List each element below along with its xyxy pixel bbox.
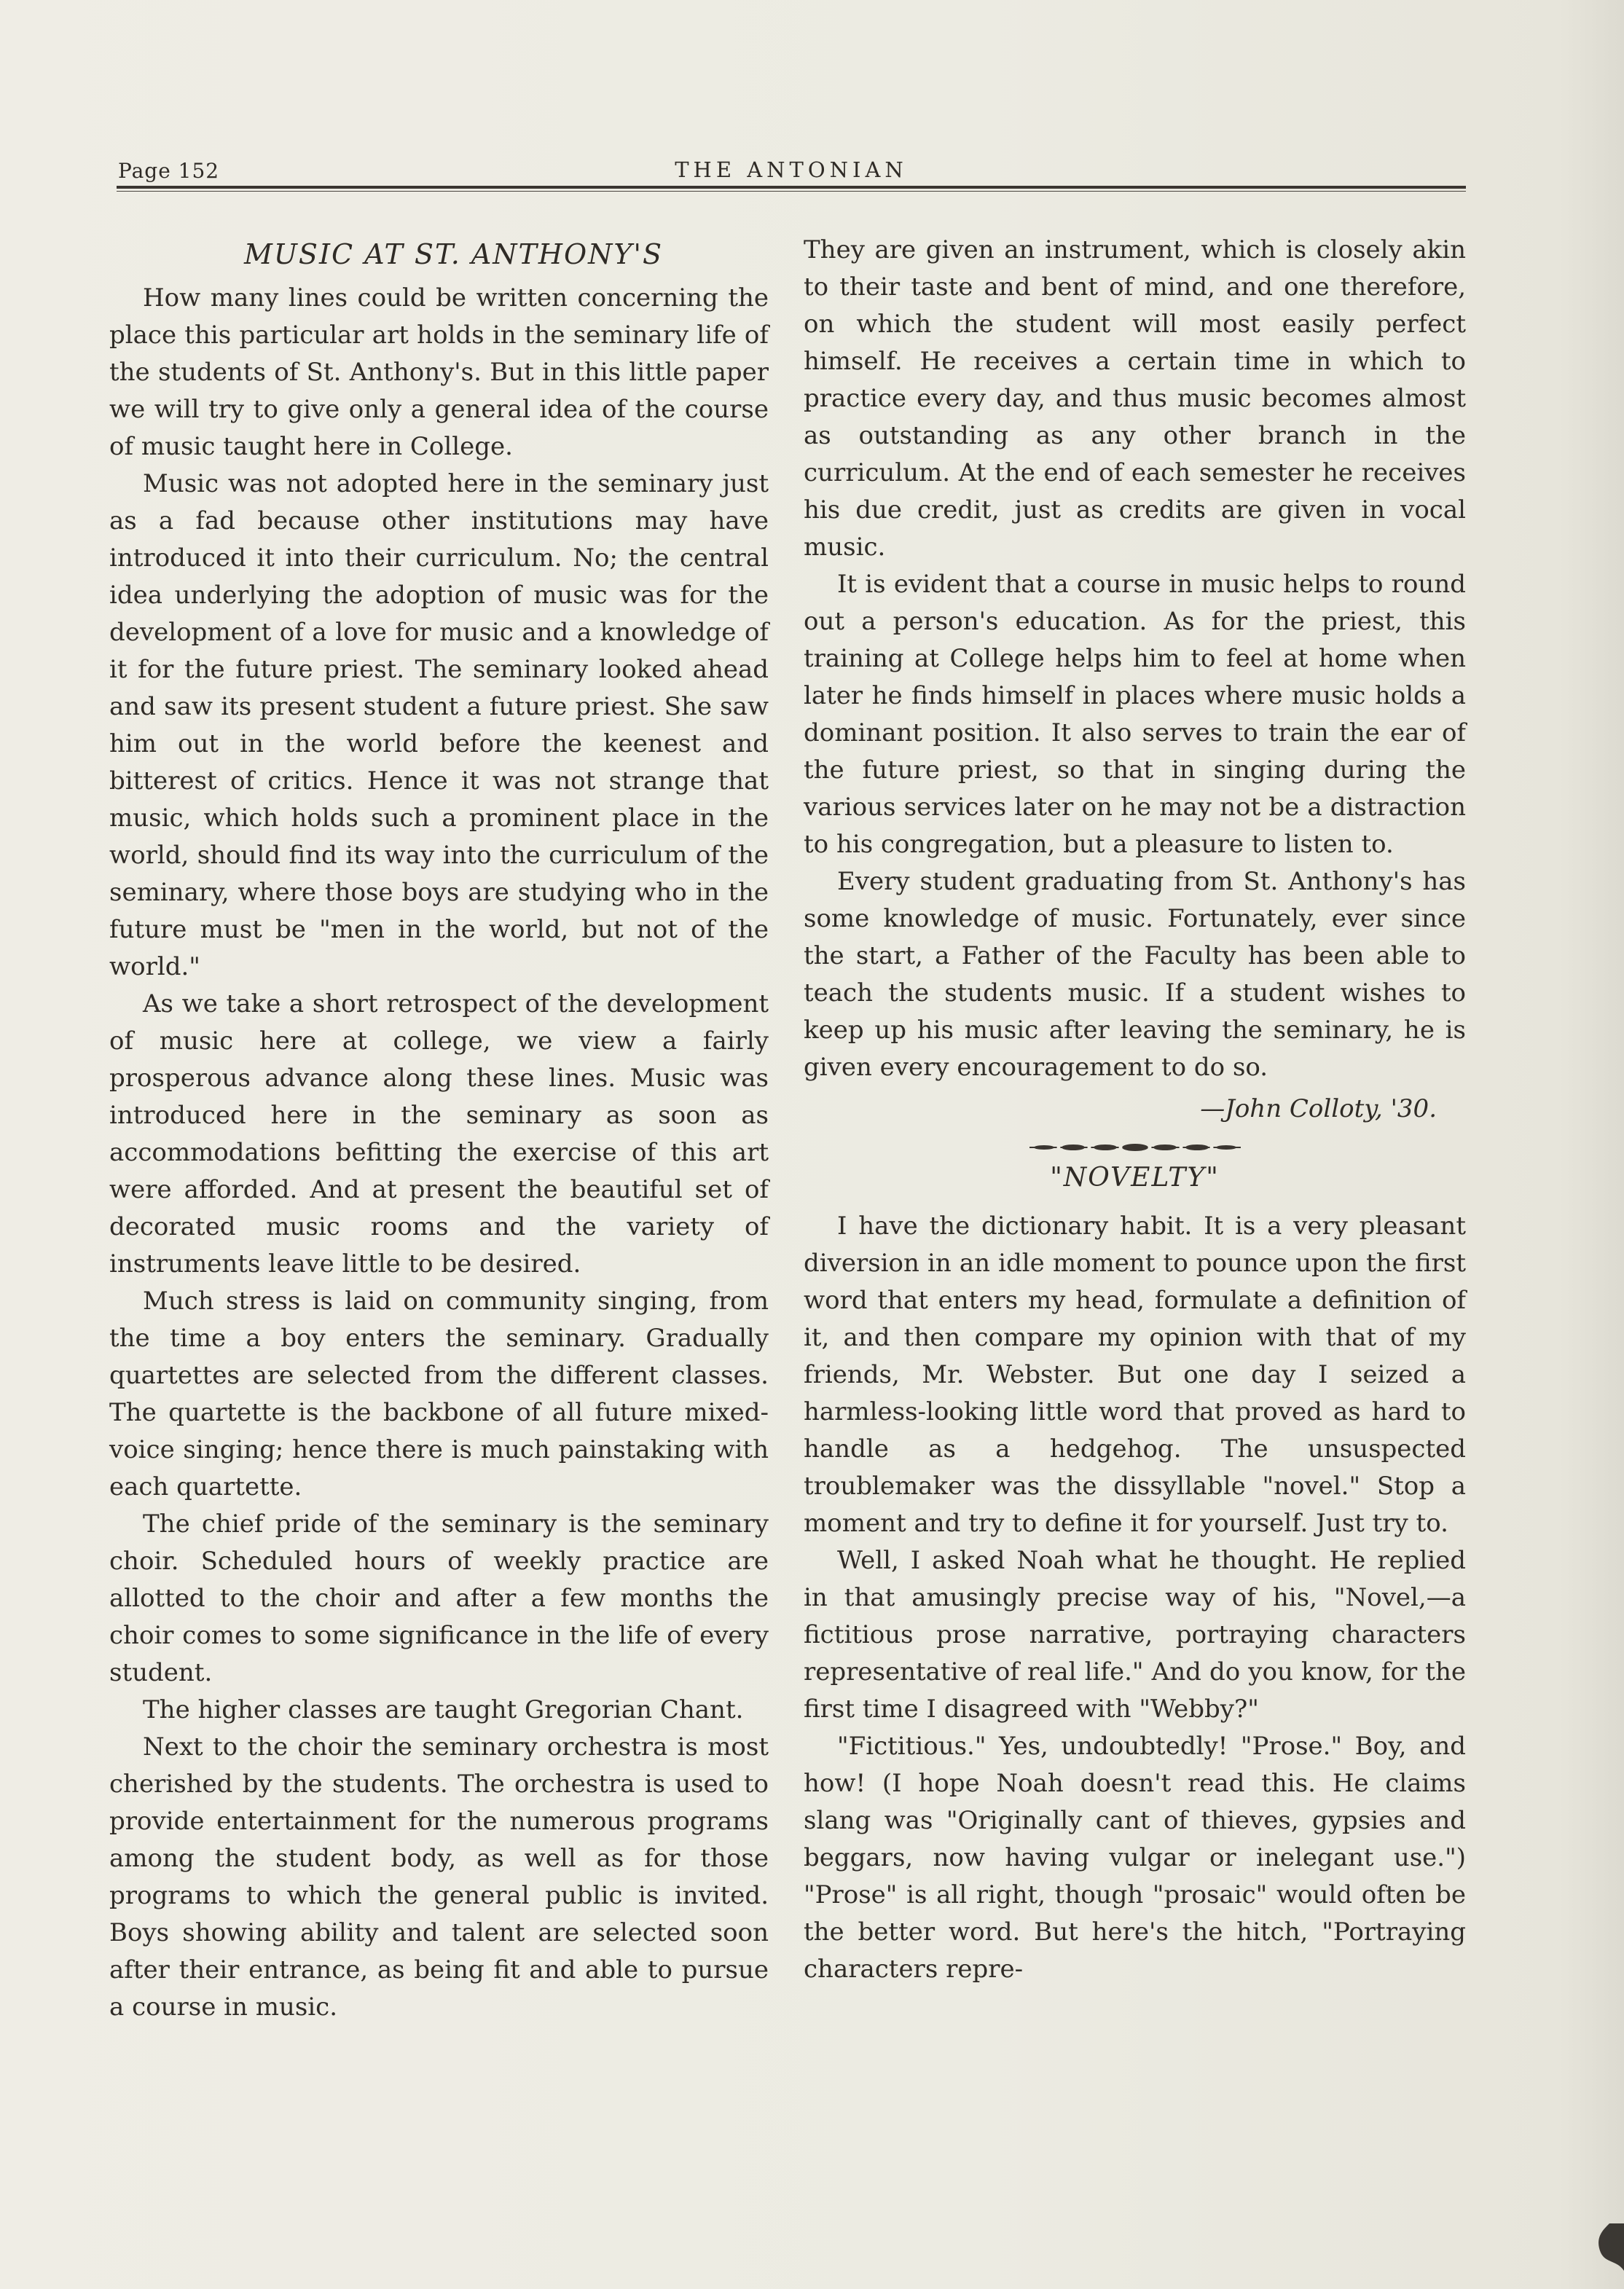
paragraph: Every student graduating from St. Anthony's has some knowledge of music. Fortunately, ever since the start, a Father of the Faculty has been able to teach the students music. If a student wishes to keep up his music after leaving the seminary, he is given every encouragement to do so. [804,867,1466,1082]
right-column [804,232,1466,1988]
paragraph: The higher classes are taught Gregorian Chant. [143,1695,744,1724]
journal-title: THE ANTONIAN [675,157,908,182]
article-title-music: MUSIC AT ST. ANTHONY'S [243,238,664,270]
paragraph: It is evident that a course in music helps to round out a person's education. As for the priest, this training at College helps him to feel at home when later he finds himself in places where music holds a dominant position. It also serves to train the ear of the future priest, so that in singing during the various services later on he may not be a distraction to his congregation, but a pleasure to listen to. [804,570,1466,859]
paragraph: Well, I asked Noah what he thought. He replied in that amusingly precise way of his, "Novel,—a fictitious prose narrative, portraying characters representative of real life." And do you know, for the first time I disagreed with "Webby?" [804,1546,1466,1724]
paragraph: As we take a short retrospect of the development of music here at college, we view a fairly prosperous advance along these lines. Music was introduced here in the seminary as soon as accommodations befitting the exercise of this art were afforded. And at present the beautiful set of decorated music rooms and the variety of instruments leave little to be desired. [109,989,769,1279]
header-rule [117,186,1466,189]
paragraph: Next to the choir the seminary orchestra is most cherished by the students. The orchestra is used to provide entertainment for the numerous programs among the student body, as well as for those programs to which the general public is invited. Boys showing ability and talent are selected soon after their entrance, as being fit and able to pursue a course in music. [109,1732,769,2022]
paragraph: The chief pride of the seminary is the seminary choir. Scheduled hours of weekly practice are allotted to the choir and after a few months the choir comes to some significance in the life of every student. [109,1509,769,1687]
paragraph: "Fictitious." Yes, undoubtedly! "Prose." Boy, and how! (I hope Noah doesn't read this. He claims slang was "Originally cant of thieves, gypsies and beggars, now having vulgar or inelegant use.") "Prose" is all right, though "prosaic" would often be the better word. But here's the hitch, "Portraying characters repre- [804,1732,1466,1984]
paragraph: I have the dictionary habit. It is a very pleasant diversion in an idle moment to pounce upon the first word that enters my head, formulate a definition of it, and then compare my opinion with that of my friends, Mr. Webster. But one day I seized a harmless-looking little word that proved as hard to handle as a hedgehog. The unsuspected troublemaker was the dissyllable "novel." Stop a moment and try to define it for yourself. Just try to. [804,1212,1466,1538]
article-title-novelty: "NOVELTY" [1050,1163,1220,1193]
header-rule-thin [117,191,1466,192]
page-number: Page 152 [118,159,220,183]
paragraph: How many lines could be written concerning the place this particular art holds in the seminary life of the students of St. Anthony's. But in this little paper we will try to give only a general idea of the course of music taught here in College. [109,283,769,461]
ornamental-divider-icon [1029,1142,1241,1153]
paragraph: Much stress is laid on community singing, from the time a boy enters the seminary. Gradually quartettes are selected from the different classes. The quartette is the backbone of all future mixed-voice singing; hence there is much painstaking with each quartette. [109,1287,769,1501]
paragraph-continued: They are given an instrument, which is closely akin to their taste and bent of mind, and one therefore, on which the student will most easily perfect himself. He receives a certain time in which to practice every day, and thus music becomes almost as outstanding as any other branch in the curriculum. At the end of each semester he receives his due credit, just as credits are given in vocal music. [804,235,1466,562]
author-signature: —John Colloty, '30. [1200,1094,1437,1123]
page-header [117,157,1466,187]
paragraph: Music was not adopted here in the seminary just as a fad because other institutions may have introduced it into their curriculum. No; the central idea underlying the adoption of music was for the development of a love for music and a knowledge of it for the future priest. The seminary looked ahead and saw its present student a future priest. She saw him out in the world before the keenest and bitterest of critics. Hence it was not strange that music, which holds such a prominent place in the world, should find its way into the curriculum of the seminary, where those boys are studying who in the future must be "men in the world, but not of the world." [109,469,769,981]
left-column [109,232,769,2026]
ink-blot-mark [1566,2202,1624,2289]
